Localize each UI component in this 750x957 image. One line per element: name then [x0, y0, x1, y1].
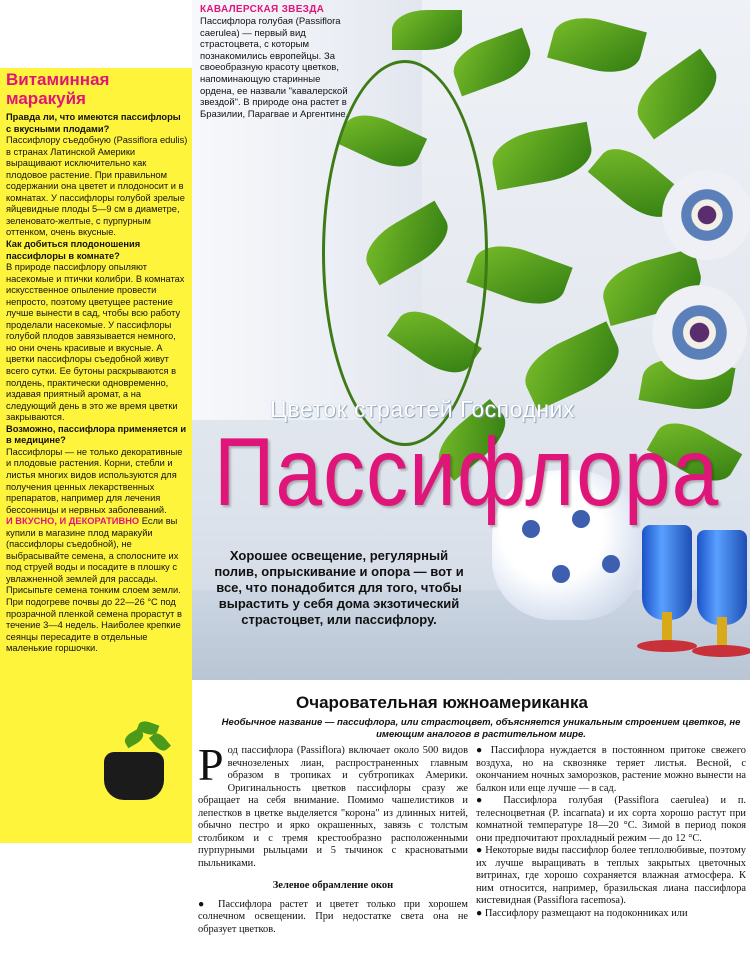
article-paragraph: ● Некоторые виды пассифлор более теплолюбивые, поэтому их лучше выращивать в теплых закрытых цветочных витринах, где хорошо сохраняется влажная атмосфера. К ним относится, например, бразильская лиана пассифлора кистевидная (Passiflora racemosa). — [476, 845, 746, 906]
vase-pattern — [552, 565, 570, 583]
article-subtitle: Необычное название — пассифлора, или страстоцвет, объясняется уникальным строением цветков, не имеющим аналогов в растительном мире. — [221, 717, 741, 740]
leaf — [447, 28, 537, 97]
sidebar-answer: Пассифлоры — не только декоративные и плодовые растения. Корни, стебли и листья многих видов используются для получения ценных лекарственных препаратов, например для лечения бессонницы и нервных заболеваний. — [6, 446, 183, 515]
blue-glass — [642, 525, 692, 620]
seedling-photo — [104, 712, 189, 802]
vase-pattern — [602, 555, 620, 573]
article-column-2 — [476, 745, 746, 920]
article-subhead: Зеленое обрамление окон — [272, 880, 394, 891]
flower-pot — [104, 752, 164, 800]
sidebar-question: Как добиться плодоношения пассифлоры в комнате? — [6, 239, 141, 261]
blue-glass — [697, 530, 747, 625]
glass-foot — [637, 640, 697, 652]
article-column-1 — [198, 739, 468, 936]
page-title: Пассифлора — [214, 417, 720, 526]
article-paragraph: ● Пассифлора нуждается в постоянном притоке свежего воздуха, но на сквозняке теряет листья. Весной, с окончанием ночных заморозков, растение можно вынести на балкон или еще лучше — в сад. — [476, 745, 746, 794]
leaf — [488, 122, 596, 191]
sidebar-box — [0, 68, 192, 843]
passionflower — [652, 285, 747, 380]
leaf — [547, 9, 647, 81]
sprout-leaf — [149, 730, 171, 753]
sidebar-answer: В природе пассифлору опыляют насекомые и птички колибри. В комнатах искусственное опыление провести непросто, поэтому цветущее растение лучше вынести в сад, чтобы всю работу проделали насекомые. У пассифлоры голубой плодов завязывается немного, но они очень красивые и вкусные. А цветки пассифлоры съедобной живут всего сутки. Ее бутоны раскрываются в полдень, практически одновременно, издавая приятный аромат, а на следующий день в это же время цветки закрываются. — [6, 262, 185, 423]
leaf — [392, 10, 462, 50]
article-paragraph: ● Пассифлора растет и цветет только при хорошем солнечном освещении. При недостатке света она не образует цветков. — [198, 898, 468, 935]
sidebar-question: Правда ли, что имеются пассифлоры с вкусными плодами? — [6, 112, 181, 134]
hero-kicker: КАВАЛЕРСКАЯ ЗВЕЗДА — [200, 4, 325, 15]
page-subtitle: Цветок страстей Господних — [270, 396, 575, 422]
article-paragraph: ● Пассифлора голубая (Passiflora caerulea) и п. телесноцветная (P. incarnata) и их сорта хорошо растут при комнатной температуре 18—20 °С. Зимой в период покоя они предпочитают прохладный режим — до 12 °С. — [476, 795, 746, 844]
sidebar-title: Витаминная маракуйя — [6, 70, 110, 108]
tip-text: Если вы купили в магазине плод маракуйи (пассифлоры съедобной), не выбрасывайте семена, а сполосните их под струей воды и посадите в плошку с увлажненной землей для рассады. Присыпьте семена тонким слоем земли. При подогреве почвы до 22—26 °С под прозрачной пленкой семена прорастут в течение 3—4 недель. Наиболее крепкие сеянцы пересадите в отдельные маленькие горшочки. — [6, 516, 182, 654]
article-title: Очаровательная южноамериканка — [296, 693, 588, 712]
drop-cap: Р — [198, 739, 224, 790]
lead-paragraph: Хорошее освещение, регулярный полив, опрыскивание и опора — вот и все, что понадобится для того, чтобы вырастить у себя дома экзотический страстоцвет, или пассифлору. — [214, 548, 464, 627]
leaf — [626, 49, 727, 140]
article-paragraph: од пассифлора (Passiflora) включает около 500 видов вечнозеленых лиан, распространенных главным образом в тропиках и субтропиках Америки. Оригинальность цветков пассифлоры сразу же обращает на себя внимание. Помимо чашелистиков и лепестков в цветке выделяется "корона" из длинных нитей, обычно пестро и ярко окрашенных, завязь с толстым столбиком и с тремя крестообразно расположенными пурпурными рыльцами и 5 тычинок с красноватыми пыльниками. — [198, 745, 468, 869]
sidebar-text — [6, 112, 188, 655]
sidebar-answer: Пассифлору съедобную (Passiflora edulis) в странах Латинской Америки выращивают исключительно как плодовое растение. При правильном содержании она цветет и плодоносит и в комнатах. У пассифлоры голубой зрелые яйцевидные плоды 5—9 см в диаметре, зеленовато-желтые, с пурпурным оттенком, очень вкусные. — [6, 135, 188, 238]
article-paragraph: ● Пассифлору размещают на подоконниках или — [476, 907, 688, 919]
tip-label: И ВКУСНО, И ДЕКОРАТИВНО — [6, 516, 140, 527]
hero-caption: Пассифлора голубая (Passiflora caerulea) — первый вид страстоцвета, с которым познакомились европейцы. За своеобразную красоту цветков, напоминающую старинные ордена, ее назвали "кавалерской звездой". В природе она растет в Бразилии, Парагвае и Аргентине. — [200, 16, 349, 120]
glass-foot — [692, 645, 750, 657]
passionflower — [662, 170, 750, 260]
sidebar-question: Возможно, пассифлора применяется и в медицине? — [6, 423, 187, 446]
